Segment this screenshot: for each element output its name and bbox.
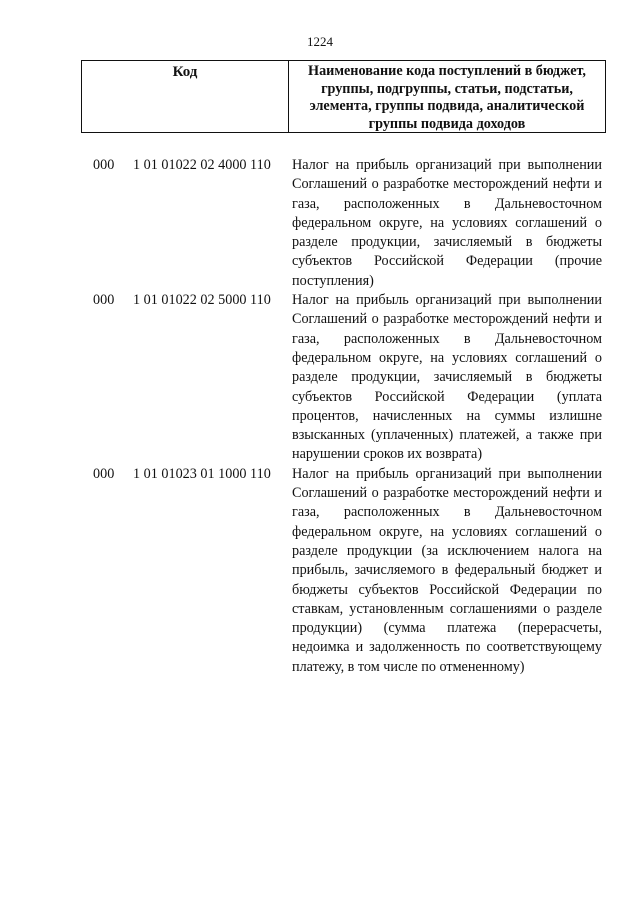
revenue-code-list	[0, 156, 640, 677]
header-code-column: Код	[82, 61, 289, 132]
row-admin-code: 000	[93, 157, 115, 173]
header-name-column: Наименование кода поступлений в бюджет, группы, подгруппы, статьи, подстатьи, элемента, группы подвида, аналитической группы подвида доходов	[308, 63, 586, 132]
row-revenue-code: 1 01 01022 02 4000 110	[133, 157, 271, 173]
row-description: Налог на прибыль организаций при выполнении Соглашений о разработке месторождений нефти и газа, расположенных в Дальневосточном федеральном округе, на условиях соглашений о разделе продукции (за исключением налога на прибыль, зачисляемого в федеральный бюджет и бюджеты субъектов Российской Федерации по ставкам, установленным соглашениями о разделе продукции) (сумма платежа (перерасчеты, недоимка и задолженность по соответствующему платежу, в том числе по отмененному)	[292, 465, 602, 675]
table-header	[81, 60, 606, 133]
page-number: 1224	[307, 34, 333, 49]
row-revenue-code: 1 01 01022 02 5000 110	[133, 292, 271, 309]
table-row	[0, 465, 640, 677]
row-description: Налог на прибыль организаций при выполнении Соглашений о разработке месторождений нефти и газа, расположенных в Дальневосточном федеральном округе, на условиях соглашений о разделе продукции, зачисляемый в бюджеты субъектов Российской Федерации (прочие поступления)	[292, 157, 602, 289]
table-row	[0, 156, 640, 291]
row-admin-code: 000	[93, 465, 115, 482]
row-description: Налог на прибыль организаций при выполнении Соглашений о разработке месторождений нефти и газа, расположенных в Дальневосточном федеральном округе, на условиях соглашений о разделе продукции, зачисляемый в бюджеты субъектов Российской Федерации (уплата процентов, начисленных на суммы излишне взысканных (уплаченных) платежей, а также при нарушении сроков их возврата)	[292, 292, 602, 463]
row-revenue-code: 1 01 01023 01 1000 110	[133, 465, 271, 482]
row-admin-code: 000	[93, 292, 115, 309]
table-row	[0, 291, 640, 465]
